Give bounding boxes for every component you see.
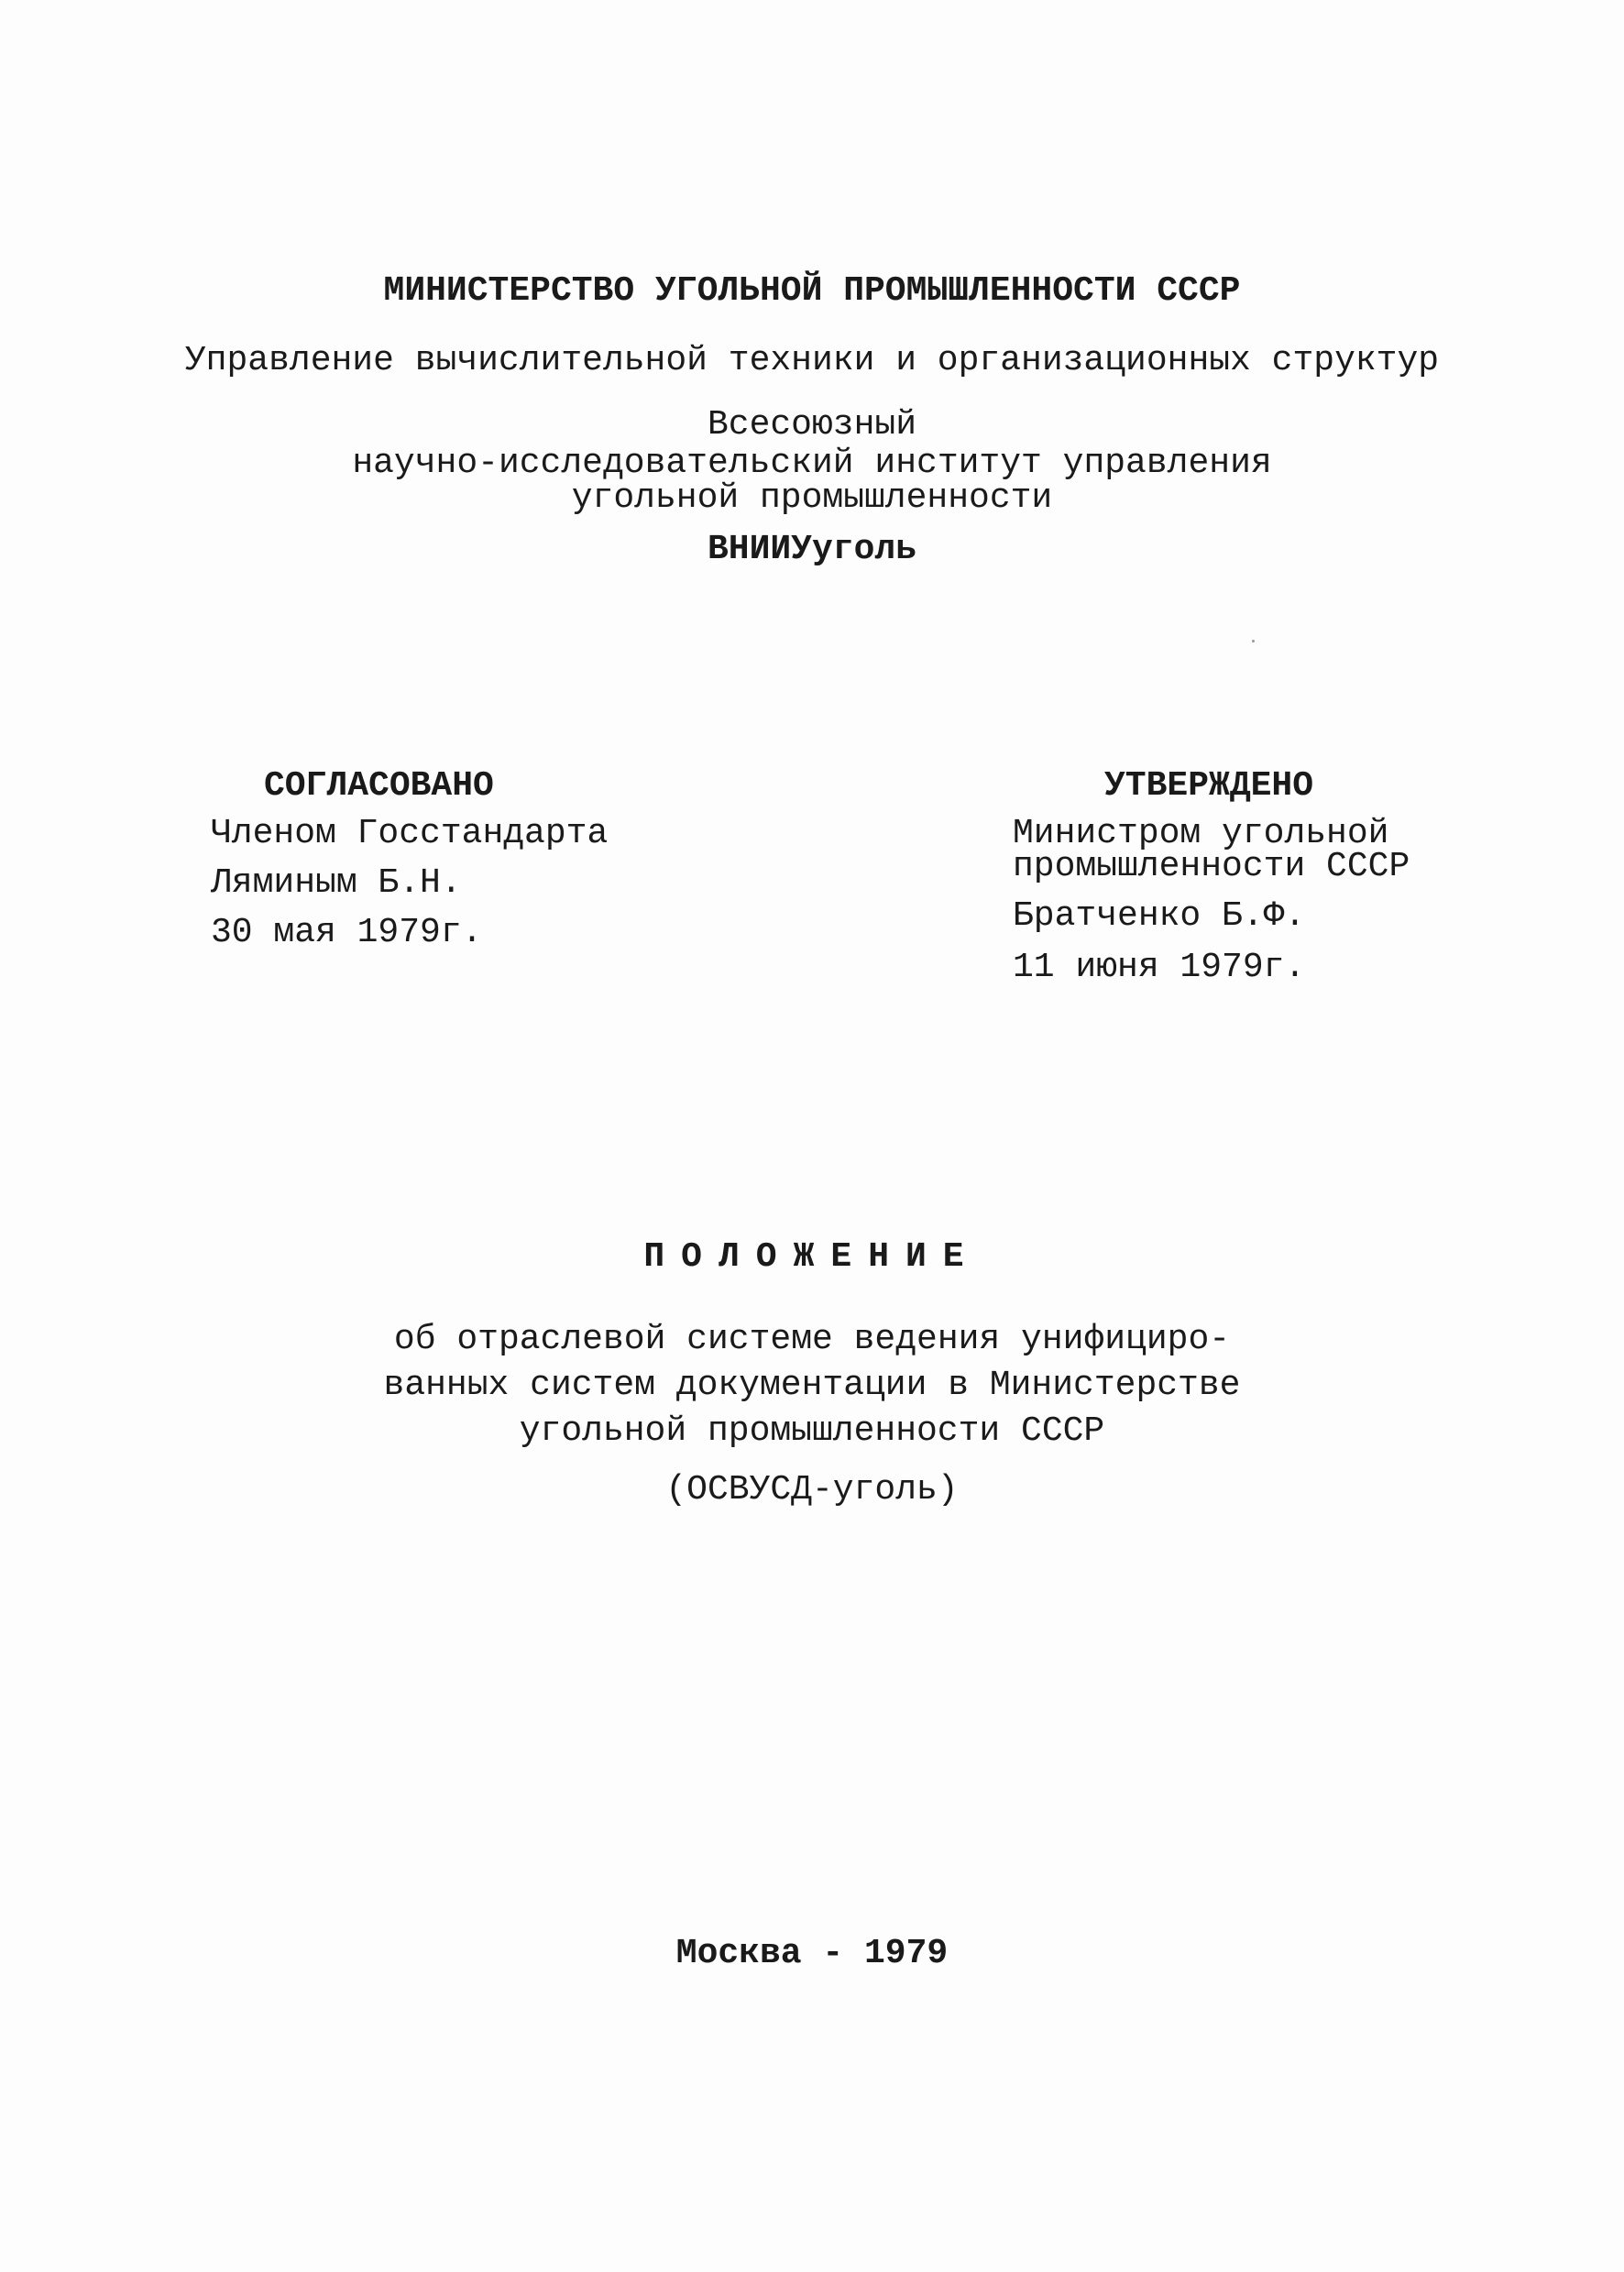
approved-line-3: Братченко Б.Ф. xyxy=(1013,896,1306,936)
document-type-title: ПОЛОЖЕНИЕ xyxy=(643,1237,981,1277)
scan-speck xyxy=(1252,640,1255,642)
agreed-title: СОГЛАСОВАНО xyxy=(264,766,494,806)
agreed-date: 30 мая 1979г. xyxy=(211,913,483,952)
institute-line-3: угольной промышленности xyxy=(571,478,1053,518)
approved-date: 11 июня 1979г. xyxy=(1013,948,1306,987)
ministry-title: МИНИСТЕРСТВО УГОЛЬНОЙ ПРОМЫШЛЕННОСТИ СССР xyxy=(383,271,1241,311)
approved-line-2: промышленности СССР xyxy=(1013,847,1410,886)
department-title: Управление вычислительной техники и организационных структур xyxy=(184,341,1440,380)
agreed-line-1: Членом Госстандарта xyxy=(211,814,609,853)
approved-title: УТВЕРЖДЕНО xyxy=(1104,766,1314,806)
subject-line-3: угольной промышленности СССР xyxy=(519,1411,1105,1451)
agreed-line-2: Ляминым Б.Н. xyxy=(211,863,462,903)
institute-line-1: Всесоюзный xyxy=(707,405,917,445)
subject-line-1: об отраслевой системе ведения унифициро- xyxy=(393,1320,1231,1359)
place-and-year: Москва - 1979 xyxy=(675,1934,949,1973)
institute-abbreviation: ВНИИУуголь xyxy=(707,530,917,569)
approved-line-1: Министром угольной xyxy=(1013,814,1389,853)
institute-line-2: научно-исследовательский институт управления xyxy=(352,444,1272,483)
subject-line-2: ванных систем документации в Министерстве xyxy=(383,1366,1241,1405)
document-abbreviation: (ОСВУСД-уголь) xyxy=(665,1470,959,1509)
